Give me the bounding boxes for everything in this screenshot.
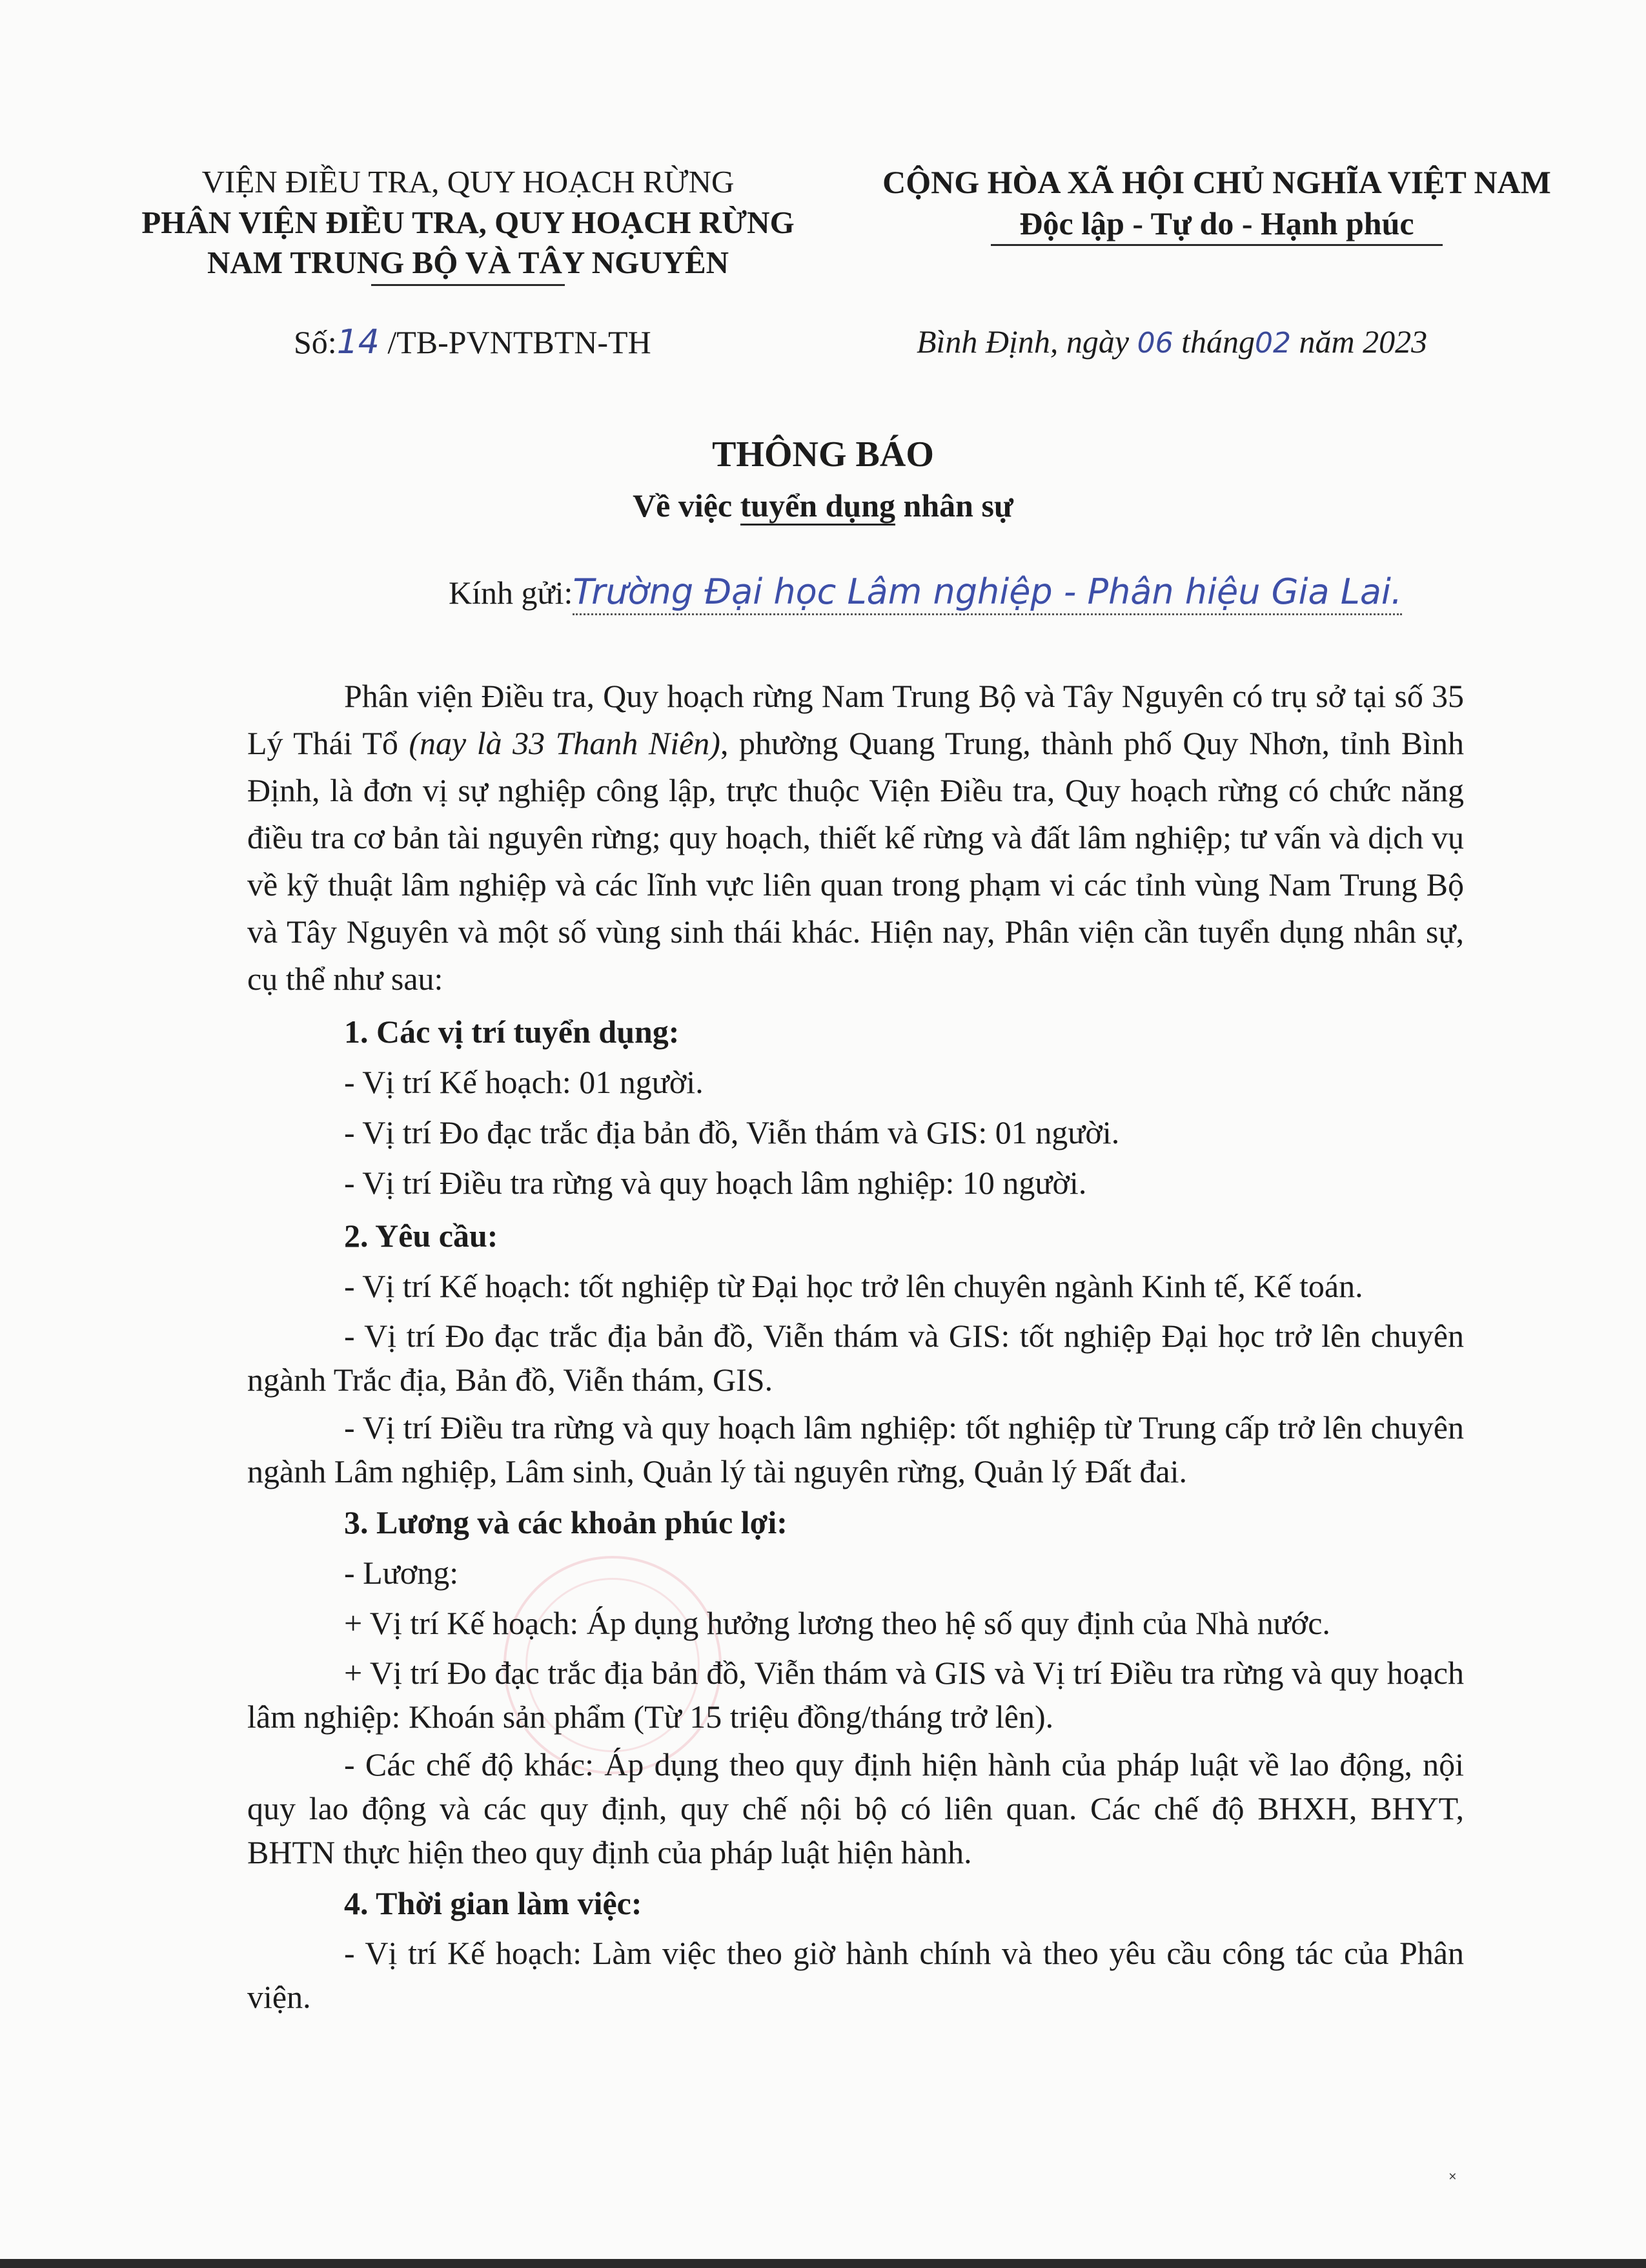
section-1-item: - Vị trí Điều tra rừng và quy hoạch lâm nghiệp: 10 người. (344, 1165, 1087, 1201)
section-1-item: - Vị trí Kế hoạch: 01 người. (344, 1064, 704, 1100)
date-day-handwritten: 06 (1137, 327, 1174, 360)
subtitle-part-3: nhân sự (895, 487, 1013, 524)
intro-text-after: , phường Quang Trung, thành phố Quy Nhơn, tỉnh Bình Định, là đơn vị sự nghiệp công lập, trực thuộc Viện Điều tra, Quy hoạch rừng có chức năng điều tra cơ bản tài nguyên rừng; quy hoạch, thiết kế rừng và đất lâm nghiệp; tư vấn và dịch vụ về kỹ thuật lâm nghiệp và các lĩnh vực liên quan trong phạm vi các tỉnh vùng Nam Trung Bộ và Tây Nguyên và một số vùng sinh thái khác. Hiện nay, Phân viện cần tuyển dụng nhân sự, cụ thể như sau: (247, 725, 1465, 997)
section-3-item: - Các chế độ khác: Áp dụng theo quy định hiện hành của pháp luật về lao động, nội quy lao động và các quy định, quy chế nội bộ có liên quan. Các chế độ BHXH, BHYT, BHTN thực hiện theo quy định của pháp luật hiện hành. (247, 1746, 1464, 1870)
document-title: THÔNG BÁO (712, 434, 934, 475)
national-motto: Độc lập - Tự do - Hạnh phúc (1019, 205, 1414, 241)
section-3-heading: 3. Lương và các khoản phúc lợi: (344, 1504, 787, 1540)
intro-text-before: Phân viện Điều tra, Quy hoạch rừng Nam Trung Bộ và Tây Nguyên có trụ sở tại số 35 Lý Thái Tổ (247, 678, 1464, 761)
document-body (247, 673, 1464, 2019)
document-number-handwritten: 14 (336, 323, 380, 362)
document-date (917, 323, 1427, 360)
document-subtitle (0, 487, 1646, 524)
header-right-divider (991, 244, 1443, 246)
section-4-heading: 4. Thời gian làm việc: (344, 1885, 642, 1921)
intro-italic-note: (nay là 33 Thanh Niên) (409, 725, 720, 761)
document-number-suffix: /TB-PVNTBTN-TH (387, 324, 651, 360)
section-2-item: - Vị trí Điều tra rừng và quy hoạch lâm nghiệp: tốt nghiệp từ Trung cấp trở lên chuyên ngành Lâm nghiệp, Lâm sinh, Quản lý tài nguyên rừng, Quản lý Đất đai. (247, 1409, 1464, 1489)
document-number-prefix: Số: (294, 324, 337, 360)
organization-name-line-2: NAM TRUNG BỘ VÀ TÂY NGUYÊN (207, 245, 729, 280)
section-2-item: - Vị trí Kế hoạch: tốt nghiệp từ Đại học trở lên chuyên ngành Kinh tế, Kế toán. (344, 1268, 1363, 1304)
section-3-item: + Vị trí Đo đạc trắc địa bản đồ, Viễn thám và GIS và Vị trí Điều tra rừng và quy hoạch lâm nghiệp: Khoán sản phẩm (Từ 15 triệu đồng/tháng trở lên). (247, 1655, 1464, 1735)
section-3-item: + Vị trí Kế hoạch: Áp dụng hưởng lương theo hệ số quy định của Nhà nước. (344, 1605, 1330, 1641)
subtitle-part-2: tuyển dụng (740, 487, 895, 526)
header-left-divider (371, 284, 565, 286)
subtitle-part-1: Về việc (633, 487, 740, 524)
date-year: năm 2023 (1299, 323, 1428, 360)
scan-edge (0, 2259, 1646, 2268)
section-3-item: - Lương: (344, 1555, 459, 1591)
scan-speck-mark: ˟ (1449, 2171, 1456, 2191)
date-month-handwritten: 02 (1255, 327, 1292, 360)
issuing-organization (103, 161, 833, 286)
country-name: CỘNG HÒA XÃ HỘI CHỦ NGHĨA VIỆT NAM (882, 164, 1551, 200)
recipient-handwritten: Trường Đại học Lâm nghiệp - Phân hiệu Gia Lai. (573, 571, 1402, 615)
intro-paragraph (247, 673, 1464, 1003)
date-month-label: tháng (1181, 323, 1255, 360)
date-place-day-label: Bình Định, ngày (917, 323, 1130, 360)
recipient-line (449, 571, 1402, 612)
section-2-item: - Vị trí Đo đạc trắc địa bản đồ, Viễn thám và GIS: tốt nghiệp Đại học trở lên chuyên ngành Trắc địa, Bản đồ, Viễn thám, GIS. (247, 1318, 1464, 1398)
national-heading (852, 161, 1581, 246)
organization-name-line-1: PHÂN VIỆN ĐIỀU TRA, QUY HOẠCH RỪNG (141, 205, 795, 240)
section-2-heading: 2. Yêu cầu: (344, 1218, 498, 1254)
document-number (294, 323, 651, 362)
parent-organization: VIỆN ĐIỀU TRA, QUY HOẠCH RỪNG (201, 164, 735, 199)
section-1-heading: 1. Các vị trí tuyển dụng: (344, 1014, 680, 1050)
section-1-item: - Vị trí Đo đạc trắc địa bản đồ, Viễn thám và GIS: 01 người. (344, 1114, 1120, 1150)
section-4-item: - Vị trí Kế hoạch: Làm việc theo giờ hành chính và theo yêu cầu công tác của Phân viện. (247, 1935, 1464, 2015)
recipient-label: Kính gửi: (449, 575, 573, 611)
